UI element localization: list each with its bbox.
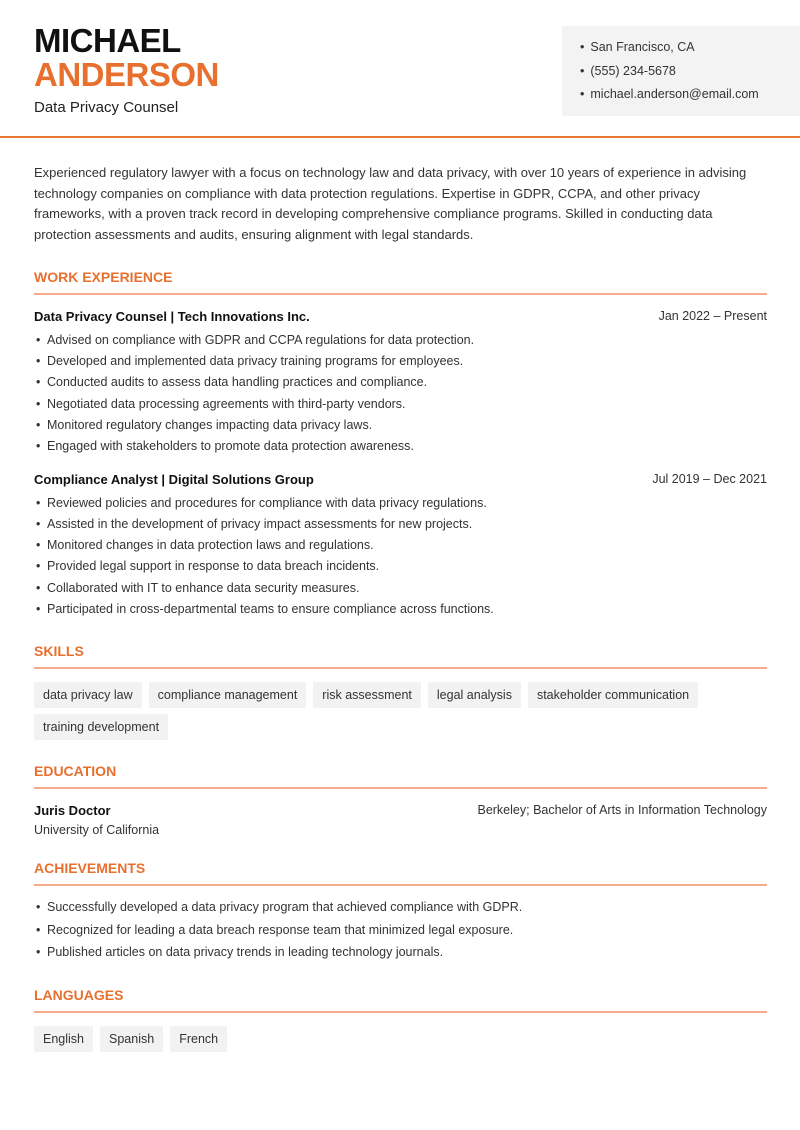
list-item: • Participated in cross-departmental teams to ensure compliance across functions. <box>34 599 767 620</box>
first-name: MICHAEL <box>34 22 181 59</box>
last-name: ANDERSON <box>34 56 219 93</box>
list-item: • Provided legal support in response to data breach incidents. <box>34 556 767 577</box>
skill-tag: training development <box>34 714 168 740</box>
job-header <box>34 309 767 324</box>
language-tag: Spanish <box>100 1026 163 1052</box>
job-role: Data Privacy Counsel | Tech Innovations Inc. <box>34 308 310 324</box>
school: University of California <box>34 823 160 838</box>
job-date: Jan 2022 – Present <box>658 308 767 323</box>
list-item: • Conducted audits to assess data handling practices and compliance. <box>34 372 767 393</box>
section-heading-languages: LANGUAGES <box>34 987 767 1013</box>
section-heading-skills: SKILLS <box>34 643 767 669</box>
list-item: • Published articles on data privacy trends in leading technology journals. <box>34 941 767 964</box>
section-heading-work: WORK EXPERIENCE <box>34 269 767 295</box>
summary: Experienced regulatory lawyer with a focus on technology law and data privacy, with over 10 years of experience in advising technology companies on compliance with data protection regulations. Expertise in GDPR, CCPA, and other privacy frameworks, with a proven track record in developing comprehensive compliance programs. Skilled in conducting data protection assessments and audits, ensuring alignment with legal standards. <box>34 165 747 243</box>
list-item: • Engaged with stakeholders to promote data protection awareness. <box>34 436 767 457</box>
list-item: • Monitored changes in data protection laws and regulations. <box>34 535 767 556</box>
contact-location: • San Francisco, CA <box>580 39 800 63</box>
language-tag: French <box>170 1026 227 1052</box>
contact-email: • michael.anderson@email.com <box>580 86 800 110</box>
contact-phone: • (555) 234-5678 <box>580 63 800 87</box>
skill-tag: legal analysis <box>428 682 521 708</box>
job-header <box>34 472 767 487</box>
job-role: Compliance Analyst | Digital Solutions Group <box>34 471 314 487</box>
achievements-list <box>34 896 767 964</box>
list-item: • Monitored regulatory changes impacting data privacy laws. <box>34 415 767 436</box>
list-item: • Assisted in the development of privacy impact assessments for new projects. <box>34 514 767 535</box>
section-heading-education: EDUCATION <box>34 763 767 789</box>
education-detail: Berkeley; Bachelor of Arts in Information Technology <box>477 803 767 818</box>
list-item: • Developed and implemented data privacy training programs for employees. <box>34 351 767 372</box>
list-item: • Successfully developed a data privacy program that achieved compliance with GDPR. <box>34 896 767 919</box>
language-tags <box>34 1026 767 1052</box>
language-tag: English <box>34 1026 93 1052</box>
skills-tags <box>34 682 767 740</box>
list-item: • Reviewed policies and procedures for compliance with data privacy regulations. <box>34 493 767 514</box>
list-item: • Advised on compliance with GDPR and CCPA regulations for data protection. <box>34 330 767 351</box>
skill-tag: risk assessment <box>313 682 421 708</box>
list-item: • Recognized for leading a data breach response team that minimized legal exposure. <box>34 919 767 942</box>
list-item: • Negotiated data processing agreements with third-party vendors. <box>34 394 767 415</box>
education-entry <box>34 803 767 818</box>
job-date: Jul 2019 – Dec 2021 <box>652 471 767 486</box>
resume-header <box>0 0 800 138</box>
section-heading-achievements: ACHIEVEMENTS <box>34 860 767 886</box>
skill-tag: stakeholder communication <box>528 682 698 708</box>
list-item: • Collaborated with IT to enhance data security measures. <box>34 578 767 599</box>
skill-tag: compliance management <box>149 682 307 708</box>
contact-box <box>562 26 800 116</box>
skill-tag: data privacy law <box>34 682 142 708</box>
job-bullets <box>34 330 767 458</box>
job-bullets <box>34 493 767 621</box>
resume-body <box>34 163 767 1052</box>
job-title: Data Privacy Counsel <box>34 99 179 116</box>
degree: Juris Doctor <box>34 803 111 819</box>
